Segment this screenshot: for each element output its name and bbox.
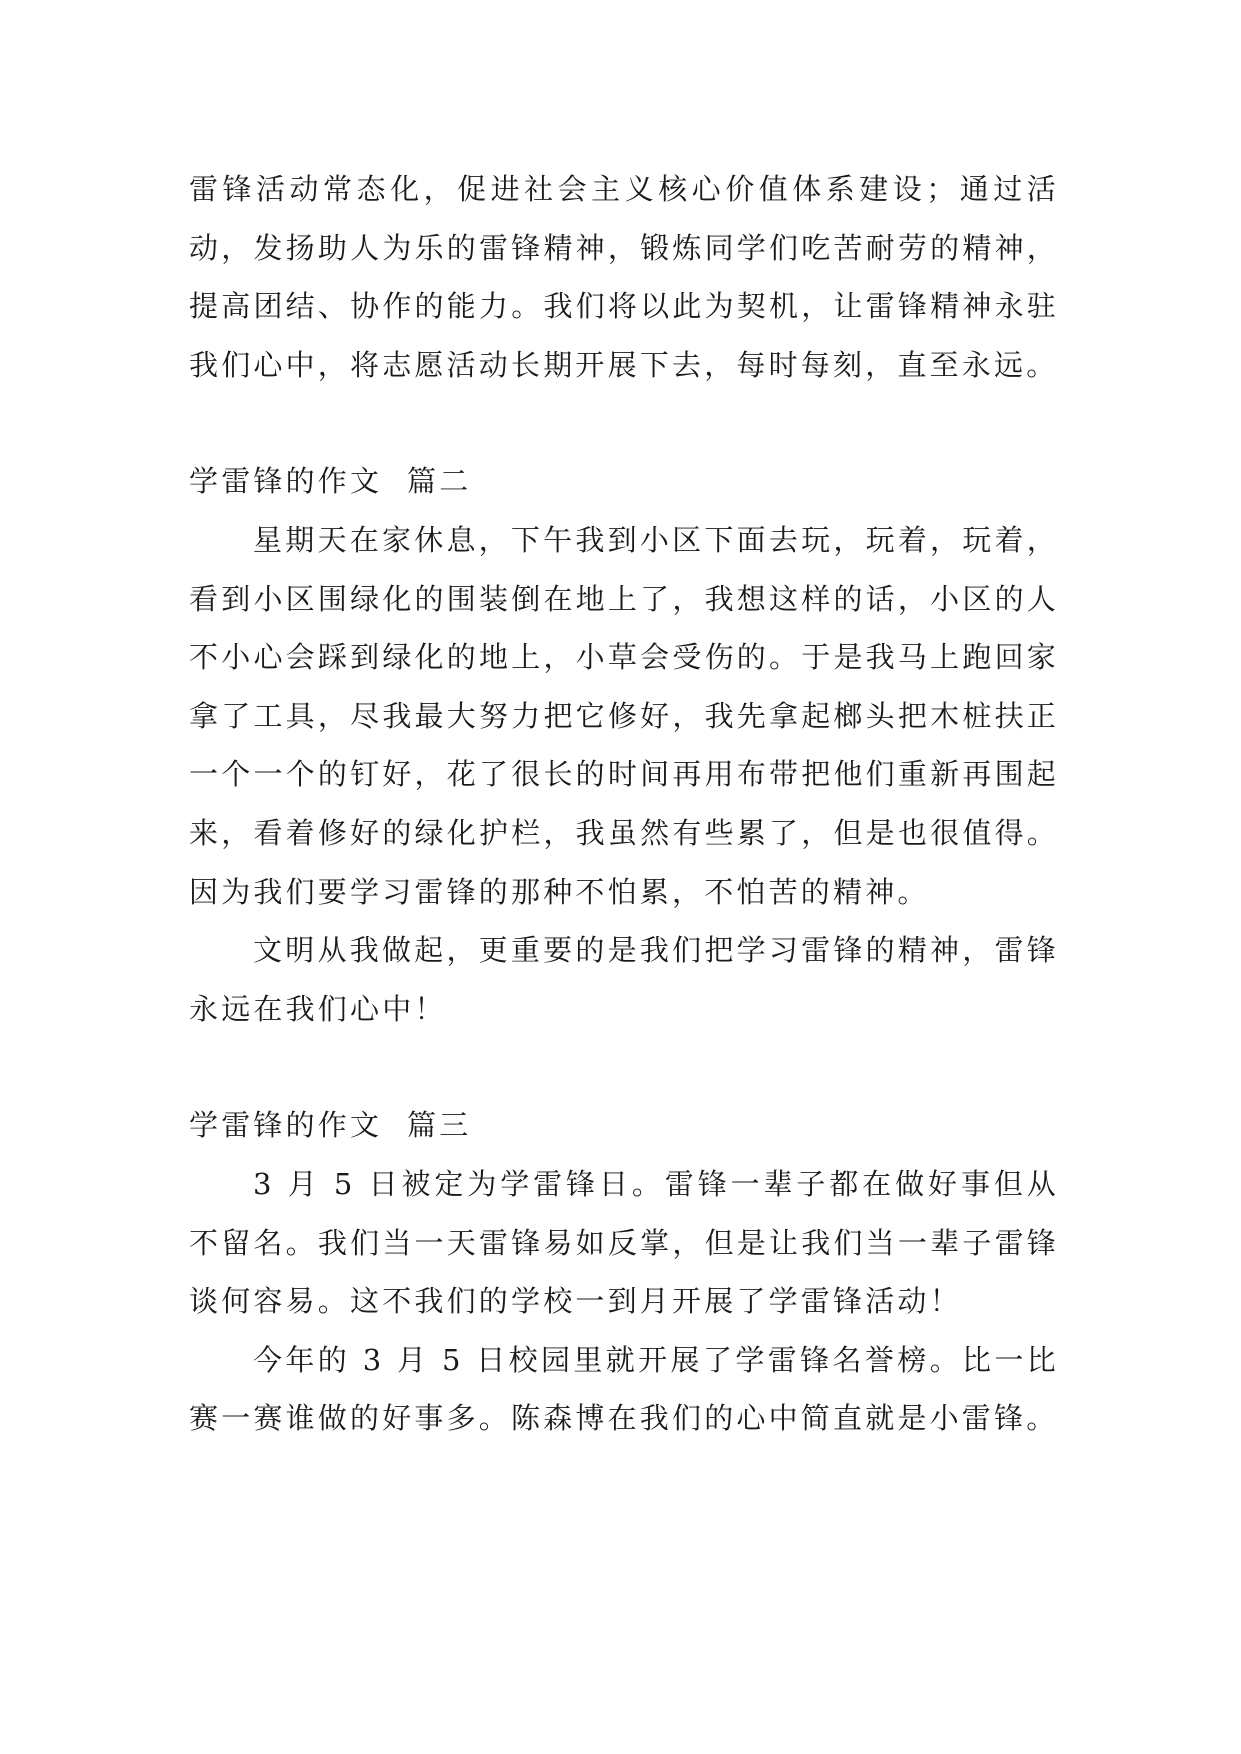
section-3 — [189, 1096, 1059, 1448]
section-gap — [189, 1038, 1059, 1096]
section-2 — [189, 452, 1059, 1038]
section-paragraph: 星期天在家休息，下午我到小区下面去玩，玩着，玩着，看到小区围绿化的围装倒在地上了，我想这样的话，小区的人不小心会踩到绿化的地上，小草会受伤的。于是我马上跑回家拿了工具，尽我最大努力把它修好，我先拿起榔头把木桩扶正一个一个的钉好，花了很长的时间再用布带把他们重新再围起来，看着修好的绿化护栏，我虽然有些累了，但是也很值得。因为我们要学习雷锋的那种不怕累，不怕苦的精神。 — [189, 522, 1059, 909]
section-heading: 学雷锋的作文 篇三 — [189, 1108, 472, 1143]
section-paragraph: 3 月 5 日被定为学雷锋日。雷锋一辈子都在做好事但从不留名。我们当一天雷锋易如反掌，但是让我们当一辈子雷锋谈何容易。这不我们的学校一到月开展了学雷锋活动！ — [189, 1166, 1059, 1319]
section-heading: 学雷锋的作文 篇二 — [189, 464, 472, 499]
document-body — [189, 160, 1059, 1448]
section-paragraph: 文明从我做起，更重要的是我们把学习雷锋的精神，雷锋永远在我们心中！ — [189, 933, 1059, 1026]
intro-paragraph: 雷锋活动常态化，促进社会主义核心价值体系建设；通过活动，发扬助人为乐的雷锋精神，锻炼同学们吃苦耐劳的精神，提高团结、协作的能力。我们将以此为契机，让雷锋精神永驻我们心中，将志愿活动长期开展下去，每时每刻，直至永远。 — [189, 172, 1059, 382]
section-paragraph: 今年的 3 月 5 日校园里就开展了学雷锋名誉榜。比一比赛一赛谁做的好事多。陈森博在我们的心中简直就是小雷锋。 — [189, 1342, 1059, 1436]
section-gap — [189, 394, 1059, 452]
